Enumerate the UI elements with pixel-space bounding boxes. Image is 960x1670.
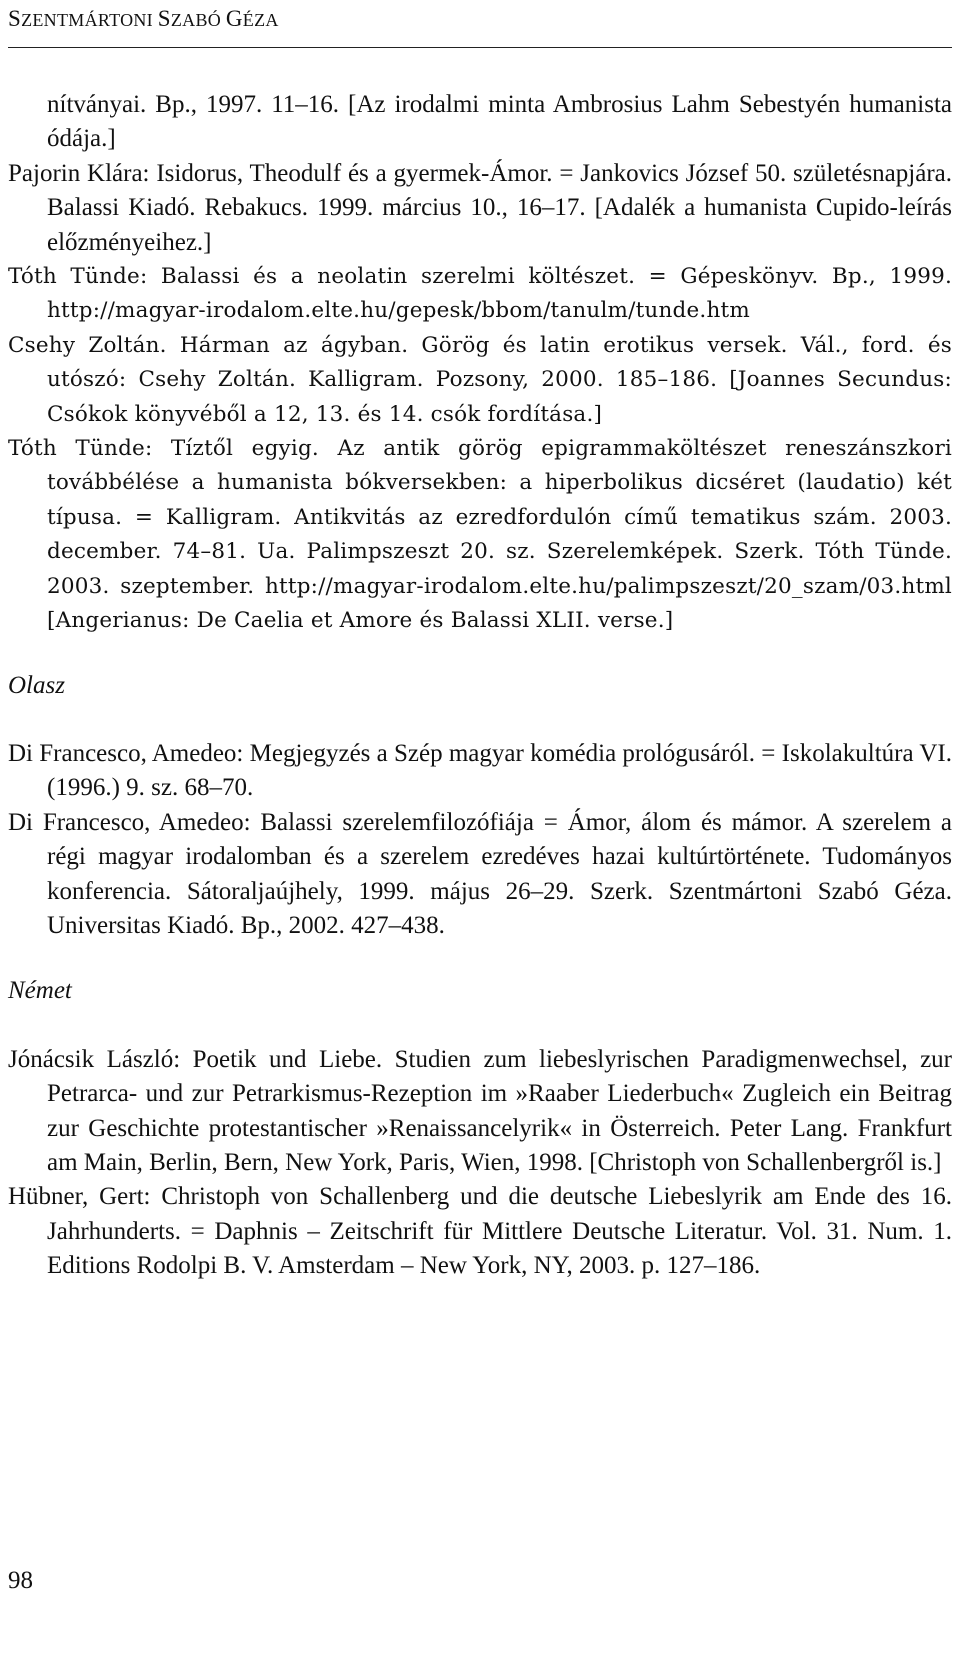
header-rule bbox=[8, 47, 952, 48]
section-heading-olasz: Olasz bbox=[8, 671, 65, 699]
bibliography-entry: Jónácsik László: Poetik und Liebe. Studien zum liebeslyrischen Paradigmenwechsel, zur Petrarca- und zur Petrarkismus-Rezeption im »Raaber Liederbuch« Zugleich ein Beitrag zur Geschichte protestantischer »Renaissancelyrik« in Österreich. Peter Lang. Frankfurt am Main, Berlin, Bern, New York, Paris, Wien, 1998. [Christoph von Schallenbergről is.] bbox=[8, 1045, 952, 1176]
bibliography-entry: Csehy Zoltán. Hárman az ágyban. Görög és latin erotikus versek. Vál., ford. és utószó: Csehy Zoltán. Kalligram. Pozsony, 2000. 185–186. [Joannes Secundus: Csókok könyvéből a 12, 13. és 14. csók fordítása.] bbox=[8, 332, 952, 427]
bibliography-entry: Tóth Tünde: Tíztől egyig. Az antik görög epigrammaköltészet reneszánszkori továbbélése a humanista bókversekben: a hiperbolikus dicséret (laudatio) két típusa. = Kalligram. Antikvitás az ezredfordulón című tematikus szám. 2003. december. 74–81. Ua. Palimpszeszt 20. sz. Szerelemképek. Szerk. Tóth Tünde. 2003. szeptember. http://magyar-irodalom.elte.hu/palimpszeszt/20_szam/03.html [Angerianus: De Caelia et Amore és Balassi XLII. verse.] bbox=[8, 436, 952, 634]
bibliography-entry: Tóth Tünde: Balassi és a neolatin szerelmi költészet. = Gépeskönyv. Bp., 1999. http://magyar-irodalom.elte.hu/gepesk/bbom/tanulm/tunde.htm bbox=[8, 264, 952, 324]
bibliography-entry: Di Francesco, Amedeo: Balassi szerelemfilozófiája = Ámor, álom és mámor. A szerelem a régi magyar irodalomban és a szerelem ezredéves hazai kultúrtörténete. Tudományos konferencia. Sátoraljaújhely, 1999. május 26–29. Szerk. Szentmártoni Szabó Géza. Universitas Kiadó. Bp., 2002. 427–438. bbox=[8, 808, 952, 939]
bibliography-body bbox=[8, 88, 952, 1284]
running-head-part: S bbox=[8, 6, 22, 31]
running-head-part: G bbox=[225, 6, 243, 31]
bibliography-entry: nítványai. Bp., 1997. 11–16. [Az irodalmi minta Ambrosius Lahm Sebestyén humanista ódája.] bbox=[47, 91, 952, 153]
page-number: 98 bbox=[8, 1567, 33, 1594]
running-head bbox=[8, 4, 279, 35]
bibliography-entry: Di Francesco, Amedeo: Megjegyzés a Szép magyar komédia prológusáról. = Iskolakultúra VI. (1996.) 9. sz. 68–70. bbox=[8, 739, 952, 802]
running-head-part: ÉZA bbox=[242, 10, 279, 30]
running-head-part: ZENTMÁRTONI bbox=[21, 10, 158, 30]
running-head-part: ZABÓ bbox=[170, 10, 226, 30]
bibliography-entry: Hübner, Gert: Christoph von Schallenberg und die deutsche Liebeslyrik am Ende des 16. Jahrhunderts. = Daphnis – Zeitschrift für Mittlere Deutsche Literatur. Vol. 31. Num. 1. Editions Rodolpi B. V. Amsterdam – New York, NY, 2003. p. 127–186. bbox=[8, 1183, 952, 1280]
section-heading-nemet: Német bbox=[8, 977, 72, 1005]
bibliography-entry: Pajorin Klára: Isidorus, Theodulf és a gyermek-Ámor. = Jankovics József 50. születésnapjára. Balassi Kiadó. Rebakucs. 1999. március 10., 16–17. [Adalék a humanista Cupido-leírás előzményeihez.] bbox=[8, 159, 952, 256]
running-head-part: S bbox=[157, 6, 171, 31]
